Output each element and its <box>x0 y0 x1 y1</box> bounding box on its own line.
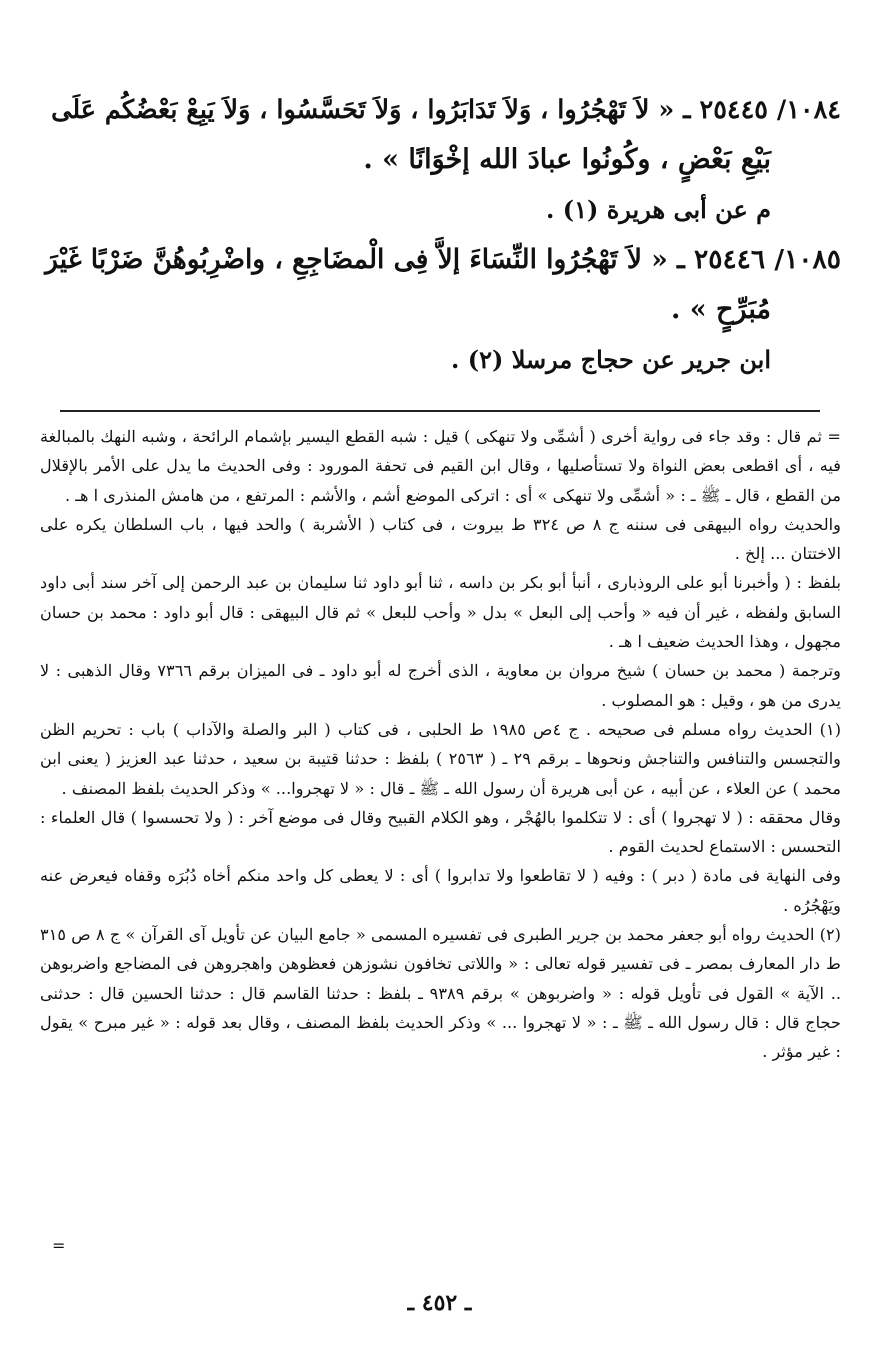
footnote-paragraph: والحديث رواه البيهقى فى سننه ج ٨ ص ٣٢٤ ط بيروت ، فى كتاب ( الأشربة ) والحد فيها ، باب السلطان يكره على الاختتان ... إلخ . <box>40 514 841 564</box>
hadith-1-source: م عن أبى هريرة (١) . <box>546 195 771 224</box>
page-number: ـ ٤٥٢ ـ <box>407 1290 472 1316</box>
footnote-paragraph: وفى النهاية فى مادة ( دبر ) : وفيه ( لا تقاطعوا ولا تدابروا ) أى : لا يعطى كل واحد منكم أخاه دُبُرَه وقفاه فيعرض عنه ويَهْجُرُه . <box>40 866 841 915</box>
hadith-2-line-2: مُبَرِّحٍ » . <box>670 294 771 325</box>
footnote-1: (١) الحديث رواه مسلم فى صحيحه . ج ٤ص ١٩٨٥ ط الحلبى ، فى كتاب ( البر والصلة والآداب ) باب : تحريم الظن والتجسس والتنافس والتناجش ونحوها ـ برقم ٢٩ ـ ( ٢٥٦٣ ) بلفظ : حدثنا قتيبة بن سعيد ، حدثنا عبد العزيز ( يعنى ابن محمد ) عن العلاء ، عن أبيه ، عن أبى هريرة أن رسول الله ـ ﷺ ـ قال : « لا تهجروا... » وذكر الحديث بلفظ المصنف . <box>40 719 842 798</box>
footnote-paragraph: = ثم قال : وقد جاء فى رواية أخرى ( أشمِّى ولا تنهكى ) قيل : شبه القطع اليسير بإشمام الرائحة ، وشبه النهك بالمبالغة فيه ، أى اقطعى بعض النواة ولا تستأصليها ، وقال ابن القيم فى تحفة المورود : وفى الحديث ما يدل على الأمر بالإقلال من القطع ، قال ـ ﷺ ـ : « أشمِّى ولا تنهكى » أى : اتركى الموضع أشم ، والأشم : المرتفع ، من هامش المنذرى ا هـ . <box>40 427 841 505</box>
hadith-1-line-2: بَيْعِ بَعْضٍ ، وكُونُوا عبادَ الله إخْوَانًا » . <box>363 144 771 175</box>
footnote-2: (٢) الحديث رواه أبو جعفر محمد بن جرير الطبرى فى تفسيره المسمى « جامع البيان عن تأويل آى القرآن » ج ٨ ص ٣١٥ ط دار المعارف بمصر ـ فى تفسير قوله تعالى : « واللاتى تخافون نشوزهن فعظوهن واهجروهن فى المضاجع واضربوهن .. الآية » القول فى تأويل قوله : « واضربوهن » برقم ٩٣٨٩ ـ بلفظ : حدثنا القاسم قال : حدثنا الحسين قال : حدثنى حجاج قال : قال رسول الله ـ ﷺ ـ : « لا تهجروا ... » وذكر الحديث بلفظ المصنف ، وقال بعد قوله : « غير مبرح » يقول : غير مؤثر . <box>40 925 841 1062</box>
footnotes <box>40 422 841 1067</box>
continuation-mark: = <box>52 1236 66 1255</box>
hadith-2-line-1: ١٠٨٥/ ٢٥٤٤٦ ـ « لاَ تَهْجُرُوا النِّسَاءَ إلاَّ فِى الْمضَاجِعِ ، واضْرِبُوهُنَّ ضَرْبًا غَيْرَ <box>45 244 841 275</box>
hadith-2-source: ابن جرير عن حجاج مرسلا (٢) . <box>451 345 771 374</box>
hadith-1-line-1: ١٠٨٤/ ٢٥٤٤٥ ـ « لاَ تَهْجُرُوا ، وَلاَ تَدَابَرُوا ، وَلاَ تَحَسَّسُوا ، وَلاَ يَبِعْ بَعْضُكُم عَلَى <box>51 95 841 125</box>
footnote-paragraph: بلفظ : ( وأخبرنا أبو على الروذبارى ، أنبأ أبو بكر بن داسه ، ثنا أبو داود ثنا سليمان بن عبد الرحمن إلى آخر سند أبى داود السابق ولفظه ، غير أن فيه « وأحب إلى البعل » بدل « وأحب للبعل » ثم قال البيهقى : قال أبو داود : محمد بن حسان مجهول ، وهذا الحديث ضعيف ا هـ . <box>40 573 841 652</box>
footnote-paragraph: وترجمة ( محمد بن حسان ) شيخ مروان بن معاوية ، الذى أخرج له أبو داود ـ فى الميزان برقم ٧٣٦٦ وقال الذهبى : لا يدرى من هو ، وقيل : هو المصلوب . <box>40 661 841 710</box>
footnote-divider <box>60 410 820 412</box>
hadith-section <box>40 85 841 385</box>
footnote-paragraph: وقال محققه : ( لا تهجروا ) أى : لا تتكلموا بالهُجْر ، وهو الكلام القبيح وقال فى موضع آخر : ( ولا تحسسوا ) قال العلماء : التحسس : الاستماع لحديث القوم . <box>40 807 841 857</box>
